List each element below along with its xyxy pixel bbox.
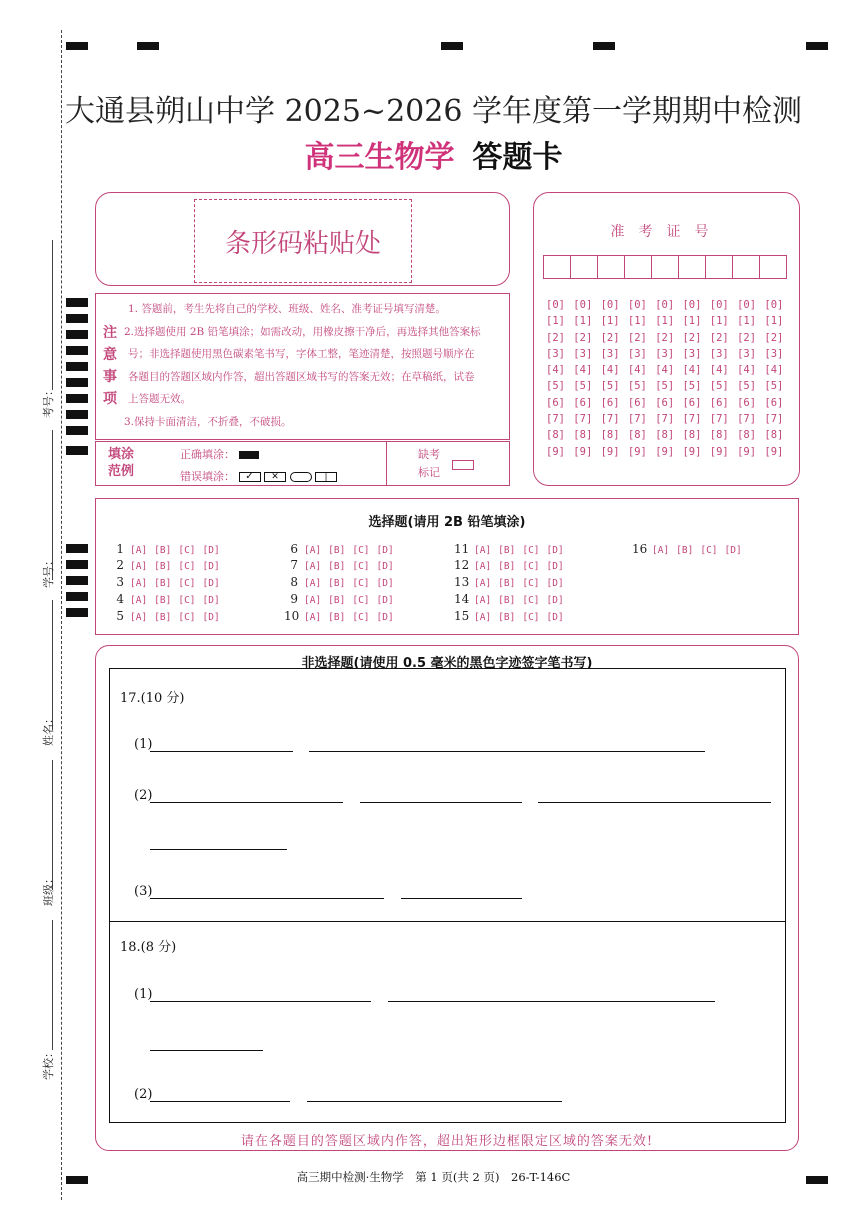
note-line: 上答题无效。: [128, 393, 191, 405]
exam-id-digit-bubble[interactable]: [8]: [682, 429, 702, 442]
mcq-option-bubble[interactable]: [B]: [498, 578, 516, 589]
page-subtitle: [0, 132, 867, 176]
absent-mark-box[interactable]: [452, 460, 474, 470]
exam-id-digit-bubble[interactable]: [5]: [627, 380, 647, 393]
timing-mark: [66, 560, 88, 569]
exam-id-digit-bubble[interactable]: [9]: [737, 445, 757, 458]
mcq-option-bubble[interactable]: [B]: [498, 595, 516, 606]
q18-part2-label: (2): [134, 1087, 153, 1102]
exam-id-digit-bubble[interactable]: [3]: [682, 347, 702, 360]
timing-mark: [66, 576, 88, 585]
notes-box: [95, 293, 510, 440]
fill-example-title: [108, 446, 134, 480]
answer-area-warning: 请在各题目的答题区域内作答，超出矩形边框限定区域的答案无效!: [240, 1134, 654, 1149]
page-footer: 高三期中检测·生物学 第 1 页(共 2 页) 26-T-146C: [296, 1170, 571, 1184]
exam-id-digit-bubble[interactable]: [3]: [573, 347, 593, 360]
exam-id-digit-bubble[interactable]: [1]: [573, 315, 593, 328]
mcq-option-bubble[interactable]: [D]: [202, 612, 220, 623]
exam-id-digit-bubble[interactable]: [9]: [573, 445, 593, 458]
answer-line[interactable]: [150, 1050, 263, 1051]
mcq-option-bubble[interactable]: [D]: [546, 595, 564, 606]
side-label-seat-no: 学号：: [42, 555, 55, 588]
mcq-option-bubble[interactable]: [D]: [376, 561, 394, 572]
mcq-option-bubble[interactable]: [D]: [376, 578, 394, 589]
exam-id-digit-bubble[interactable]: [5]: [682, 380, 702, 393]
mcq-option-bubble[interactable]: [C]: [352, 595, 370, 606]
exam-id-digit-bubble[interactable]: [5]: [709, 380, 729, 393]
answer-line[interactable]: [150, 1001, 371, 1002]
mcq-question-number: 16: [632, 542, 648, 556]
side-label-school: 学校：: [42, 1047, 55, 1080]
timing-mark: [66, 346, 88, 355]
exam-id-digit-bubble[interactable]: [6]: [546, 396, 565, 409]
alignment-mark: [806, 42, 828, 50]
mcq-option-bubble[interactable]: [B]: [154, 545, 172, 556]
exam-id-digit-bubble[interactable]: [6]: [573, 396, 593, 409]
fill-example-title-line: 填涂: [108, 447, 135, 462]
correct-fill-label: 正确填涂：: [180, 448, 235, 461]
mcq-option-bubble[interactable]: [C]: [178, 578, 196, 589]
exam-id-digit-bubble[interactable]: [4]: [764, 364, 784, 377]
wrong-fill-bar-icon: |: [315, 472, 337, 482]
mcq-question-number: 9: [290, 592, 298, 606]
q18-part1-label: (1): [134, 987, 153, 1002]
exam-id-digit-bubble[interactable]: [7]: [573, 413, 593, 426]
mcq-option-bubble[interactable]: [A]: [304, 578, 322, 589]
mcq-option-bubble[interactable]: [A]: [304, 561, 322, 572]
mcq-title: 选择题(请用 2B 铅笔填涂): [368, 515, 526, 530]
mcq-option-bubble[interactable]: [A]: [130, 545, 148, 556]
wrong-fill-label: 错误填涂：: [180, 470, 235, 483]
exam-id-digit-bubble[interactable]: [0]: [546, 299, 565, 311]
exam-id-digit-bubble[interactable]: [9]: [627, 445, 647, 458]
mcq-question-number: 10: [284, 609, 300, 623]
mcq-question-number: 7: [290, 558, 298, 572]
alignment-mark: [66, 42, 88, 50]
exam-id-digit-bubble[interactable]: [1]: [764, 315, 784, 328]
exam-id-digit-bubble[interactable]: [6]: [709, 396, 729, 409]
side-label-class: 班级：: [42, 873, 55, 906]
q17-part2-label: (2): [134, 788, 153, 803]
note-line: 2.选择题使用 2B 铅笔填涂；如需改动，用橡皮擦干净后，再选择其他答案标: [124, 325, 481, 338]
exam-id-digit-bubble[interactable]: [3]: [600, 347, 620, 360]
fill-example-separator: [386, 442, 387, 485]
mcq-question: [110, 558, 227, 572]
exam-id-title: 准考证号: [610, 224, 723, 240]
exam-id-digit-bubble[interactable]: [6]: [737, 396, 757, 409]
mcq-option-bubble[interactable]: [C]: [352, 612, 370, 623]
exam-id-digit-bubble[interactable]: [2]: [573, 331, 593, 344]
mcq-question: [110, 609, 227, 623]
answer-line[interactable]: [150, 898, 384, 899]
mcq-question: [110, 592, 227, 606]
exam-id-digit-bubble[interactable]: [4]: [600, 364, 620, 377]
mcq-question: [284, 558, 401, 572]
q18-answer-box[interactable]: [109, 920, 786, 1123]
exam-id-cell[interactable]: [570, 255, 598, 279]
exam-id-digit-bubble[interactable]: [4]: [573, 364, 593, 377]
alignment-mark: [593, 42, 615, 50]
exam-id-cells[interactable]: [543, 255, 786, 279]
mcq-option-bubble[interactable]: [B]: [498, 612, 516, 623]
exam-id-digit-bubble[interactable]: [7]: [682, 413, 702, 426]
mcq-option-bubble[interactable]: [C]: [522, 578, 540, 589]
exam-id-cell[interactable]: [759, 255, 787, 279]
mcq-question-number: 13: [454, 575, 470, 589]
q17-answer-box[interactable]: [109, 668, 786, 922]
exam-id-cell[interactable]: [597, 255, 625, 279]
mcq-question: [284, 592, 401, 606]
side-line: [52, 600, 53, 730]
mcq-question: [454, 609, 571, 623]
mcq-question-number: 8: [290, 575, 298, 589]
mcq-option-bubble[interactable]: [A]: [474, 578, 492, 589]
side-label-exam-no: 考号：: [42, 385, 55, 418]
mcq-option-bubble[interactable]: [C]: [352, 578, 370, 589]
answer-line[interactable]: [309, 751, 705, 752]
exam-id-digit-bubble[interactable]: [0]: [627, 299, 647, 311]
cut-line: [61, 30, 62, 1200]
mcq-option-bubble[interactable]: [A]: [652, 545, 670, 556]
mcq-question-number: 1: [116, 542, 124, 556]
mcq-option-bubble[interactable]: [D]: [202, 561, 220, 572]
wrong-fill-check-icon: ✓: [239, 472, 261, 482]
timing-mark: [66, 446, 88, 455]
exam-id-digit-bubble[interactable]: [1]: [600, 315, 620, 328]
exam-id-digit-bubble[interactable]: [7]: [600, 413, 620, 426]
exam-id-digit-bubble[interactable]: [3]: [627, 347, 647, 360]
exam-id-digit-bubble[interactable]: [9]: [655, 445, 675, 458]
exam-id-digit-bubble[interactable]: [6]: [655, 396, 675, 409]
mcq-option-bubble[interactable]: [C]: [352, 561, 370, 572]
exam-id-digit-bubble[interactable]: [8]: [573, 429, 593, 442]
exam-id-digit-bubble[interactable]: [4]: [682, 364, 702, 377]
exam-id-digit-bubble[interactable]: [2]: [627, 331, 647, 344]
exam-id-digit-bubble[interactable]: [6]: [627, 396, 647, 409]
exam-id-digit-bubble[interactable]: [9]: [600, 445, 620, 458]
exam-id-digit-bubble[interactable]: [2]: [600, 331, 620, 344]
mcq-question: [284, 542, 401, 556]
exam-id-digit-bubble[interactable]: [6]: [764, 396, 784, 409]
exam-id-digit-bubble[interactable]: [7]: [627, 413, 647, 426]
mcq-option-bubble[interactable]: [C]: [178, 545, 196, 556]
timing-mark: [66, 378, 88, 387]
timing-mark: [66, 608, 88, 617]
mcq-option-bubble[interactable]: [A]: [304, 545, 322, 556]
correct-fill-row: [180, 446, 259, 462]
timing-mark: [66, 298, 88, 307]
exam-id-cell[interactable]: [705, 255, 733, 279]
mcq-question-number: 2: [116, 558, 124, 572]
notes-label-char: 项: [103, 391, 117, 407]
mcq-question-number: 14: [454, 592, 470, 606]
mcq-option-bubble[interactable]: [D]: [376, 595, 394, 606]
mcq-option-bubble[interactable]: [D]: [724, 545, 742, 556]
mcq-option-bubble[interactable]: [C]: [700, 545, 718, 556]
page-title: 大通县朔山中学 2025~2026 学年度第一学期期中检测: [65, 94, 802, 129]
exam-id-digit-bubble[interactable]: [3]: [764, 347, 784, 360]
mcq-option-bubble[interactable]: [A]: [474, 612, 492, 623]
mcq-option-bubble[interactable]: [C]: [522, 595, 540, 606]
correct-fill-sample: [239, 451, 259, 459]
answer-line[interactable]: [538, 802, 771, 803]
wrong-fill-circle-icon: [290, 472, 312, 482]
timing-mark: [66, 394, 88, 403]
mcq-option-bubble[interactable]: [D]: [376, 545, 394, 556]
q17-part3-label: (3): [134, 884, 153, 899]
exam-id-digit-bubble[interactable]: [5]: [764, 380, 784, 393]
note-line: 号；非选择题使用黑色碳素笔书写，字体工整，笔迹清楚，按照题号顺序在: [128, 348, 475, 360]
non-mcq-title: 非选择题(请使用 0.5 毫米的黑色字迹签字笔书写): [301, 656, 593, 671]
exam-id-digit-bubble[interactable]: [1]: [682, 315, 702, 328]
mcq-option-bubble[interactable]: [B]: [498, 561, 516, 572]
timing-mark: [66, 410, 88, 419]
mcq-question: [110, 575, 227, 589]
fill-example-title-line: 范例: [108, 464, 135, 479]
exam-id-digit-bubble[interactable]: [0]: [737, 299, 757, 311]
exam-id-digit-bubble[interactable]: [5]: [655, 380, 675, 393]
mcq-question-number: 12: [454, 558, 470, 572]
exam-id-digit-bubble[interactable]: [2]: [737, 331, 757, 344]
timing-mark: [66, 330, 88, 339]
exam-id-cell[interactable]: [678, 255, 706, 279]
exam-id-digit-bubble[interactable]: [3]: [546, 347, 565, 360]
mcq-option-bubble[interactable]: [B]: [328, 561, 346, 572]
mcq-question: [454, 575, 571, 589]
note-line: 3.保持卡面清洁，不折叠，不破损。: [124, 415, 292, 428]
mcq-option-bubble[interactable]: [A]: [304, 612, 322, 623]
mcq-option-bubble[interactable]: [B]: [154, 595, 172, 606]
mcq-option-bubble[interactable]: [D]: [546, 561, 564, 572]
mcq-option-bubble[interactable]: [D]: [202, 595, 220, 606]
mcq-question-number: 4: [116, 592, 124, 606]
exam-id-cell[interactable]: [624, 255, 652, 279]
barcode-area: [95, 192, 510, 286]
mcq-option-bubble[interactable]: [B]: [328, 595, 346, 606]
mcq-option-bubble[interactable]: [D]: [202, 545, 220, 556]
exam-id-digit-bubble[interactable]: [1]: [627, 315, 647, 328]
side-label-name: 姓名：: [42, 713, 55, 746]
mcq-question-number: 5: [116, 609, 124, 623]
exam-id-digit-bubble[interactable]: [8]: [764, 429, 784, 442]
exam-id-digit-bubble[interactable]: [4]: [737, 364, 757, 377]
timing-mark: [66, 544, 88, 553]
exam-id-digit-bubble[interactable]: [4]: [627, 364, 647, 377]
q18-title: 18.(8 分): [120, 940, 177, 955]
wrong-fill-cross-icon: ✕: [264, 472, 286, 482]
timing-mark: [66, 426, 88, 435]
side-line: [52, 760, 53, 890]
exam-id-digit-bubble[interactable]: [2]: [682, 331, 702, 344]
exam-id-digit-bubble[interactable]: [8]: [600, 429, 620, 442]
exam-id-digit-bubble[interactable]: [8]: [709, 429, 729, 442]
mcq-option-bubble[interactable]: [B]: [676, 545, 694, 556]
exam-id-digit-bubble[interactable]: [1]: [546, 315, 565, 328]
exam-id-digit-bubble[interactable]: [8]: [737, 429, 757, 442]
mcq-option-bubble[interactable]: [C]: [522, 561, 540, 572]
notes-label-char: 注: [103, 325, 117, 341]
mcq-option-bubble[interactable]: [A]: [130, 612, 148, 623]
mcq-option-bubble[interactable]: [C]: [522, 545, 540, 556]
notes-label-char: 意: [103, 347, 117, 363]
mcq-option-bubble[interactable]: [B]: [154, 612, 172, 623]
mcq-option-bubble[interactable]: [A]: [130, 561, 148, 572]
exam-id-digit-bubble[interactable]: [7]: [709, 413, 729, 426]
mcq-question: [454, 558, 571, 572]
exam-id-digit-bubble[interactable]: [7]: [764, 413, 784, 426]
exam-id-digit-bubble[interactable]: [5]: [546, 380, 565, 393]
exam-id-digit-bubble[interactable]: [7]: [546, 413, 565, 426]
exam-id-digit-bubble[interactable]: [6]: [600, 396, 620, 409]
mcq-option-bubble[interactable]: [B]: [328, 545, 346, 556]
exam-id-digit-bubble[interactable]: [2]: [655, 331, 675, 344]
mcq-option-bubble[interactable]: [D]: [546, 612, 564, 623]
mcq-option-bubble[interactable]: [B]: [154, 578, 172, 589]
timing-mark: [66, 314, 88, 323]
mcq-question-number: 15: [454, 609, 470, 623]
exam-id-digit-bubble[interactable]: [0]: [682, 299, 702, 311]
absent-label: [418, 446, 440, 482]
mcq-option-bubble[interactable]: [D]: [546, 578, 564, 589]
mcq-option-bubble[interactable]: [A]: [304, 595, 322, 606]
exam-id-digit-bubble[interactable]: [9]: [709, 445, 729, 458]
mcq-option-bubble[interactable]: [B]: [328, 612, 346, 623]
exam-id-digit-bubble[interactable]: [0]: [573, 299, 593, 311]
exam-id-digit-bubble[interactable]: [9]: [682, 445, 702, 458]
mcq-question: [110, 542, 227, 556]
barcode-label: 条形码粘贴处: [194, 199, 412, 283]
exam-id-digit-bubble[interactable]: [8]: [655, 429, 675, 442]
mcq-option-bubble[interactable]: [C]: [178, 561, 196, 572]
mcq-option-bubble[interactable]: [C]: [178, 612, 196, 623]
exam-id-digit-bubble[interactable]: [9]: [764, 445, 784, 458]
answer-line[interactable]: [388, 1001, 715, 1002]
exam-id-digit-bubble[interactable]: [0]: [655, 299, 675, 311]
side-line: [52, 240, 53, 390]
exam-id-digit-bubble[interactable]: [7]: [655, 413, 675, 426]
exam-id-digit-bubble[interactable]: [8]: [627, 429, 647, 442]
exam-id-digit-bubble[interactable]: [1]: [737, 315, 757, 328]
mcq-question-number: 3: [116, 575, 124, 589]
mcq-question: [284, 575, 401, 589]
exam-id-digit-bubble[interactable]: [7]: [737, 413, 757, 426]
mcq-option-bubble[interactable]: [A]: [474, 545, 492, 556]
exam-id-panel: [533, 192, 800, 486]
mcq-option-bubble[interactable]: [D]: [546, 545, 564, 556]
card-name: 答题卡: [472, 140, 563, 175]
exam-id-digit-bubble[interactable]: [2]: [764, 331, 784, 344]
mcq-question-number: 11: [454, 542, 470, 556]
mcq-question: [454, 592, 571, 606]
exam-id-digit-bubble[interactable]: [1]: [709, 315, 729, 328]
exam-id-digit-bubble[interactable]: [3]: [737, 347, 757, 360]
exam-id-cell[interactable]: [732, 255, 760, 279]
exam-id-cell[interactable]: [651, 255, 679, 279]
mcq-option-bubble[interactable]: [B]: [154, 561, 172, 572]
absent-label-line: 缺考: [418, 448, 440, 461]
exam-id-digit-bubble[interactable]: [9]: [546, 445, 565, 458]
subject-name: 高三生物学: [304, 140, 455, 175]
exam-id-digit-bubble[interactable]: [4]: [709, 364, 729, 377]
timing-mark: [66, 592, 88, 601]
mcq-option-bubble[interactable]: [C]: [352, 545, 370, 556]
mcq-option-bubble[interactable]: [D]: [202, 578, 220, 589]
exam-id-digit-bubble[interactable]: [6]: [682, 396, 702, 409]
timing-mark: [66, 362, 88, 371]
exam-id-digit-bubble[interactable]: [0]: [600, 299, 620, 311]
answer-line[interactable]: [150, 849, 287, 850]
exam-id-digit-bubble[interactable]: [3]: [709, 347, 729, 360]
side-line: [52, 920, 53, 1050]
mcq-option-bubble[interactable]: [A]: [474, 561, 492, 572]
mcq-question: [632, 542, 749, 556]
answer-line[interactable]: [150, 1101, 290, 1102]
mcq-option-bubble[interactable]: [C]: [178, 595, 196, 606]
mcq-section: [95, 498, 799, 635]
exam-id-digit-bubble[interactable]: [1]: [655, 315, 675, 328]
alignment-mark: [441, 42, 463, 50]
exam-id-digit-bubble[interactable]: [3]: [655, 347, 675, 360]
note-line: 各题目的答题区域内作答，超出答题区域书写的答案无效；在草稿纸，试卷: [128, 370, 475, 383]
exam-id-digit-bubble[interactable]: [8]: [546, 429, 565, 442]
mcq-question: [454, 542, 571, 556]
exam-id-digit-bubble[interactable]: [5]: [737, 380, 757, 393]
mcq-option-bubble[interactable]: [B]: [328, 578, 346, 589]
mcq-option-bubble[interactable]: [C]: [522, 612, 540, 623]
exam-id-digit-bubble[interactable]: [0]: [709, 299, 729, 311]
fill-example-box: [95, 441, 510, 486]
notes-label: [102, 322, 118, 410]
q17-title: 17.(10 分): [120, 691, 185, 706]
mcq-option-bubble[interactable]: [B]: [498, 545, 516, 556]
wrong-fill-row: [180, 468, 337, 484]
answer-line[interactable]: [150, 751, 293, 752]
q17-part1-label: (1): [134, 737, 153, 752]
answer-line[interactable]: [401, 898, 522, 899]
alignment-mark: [137, 42, 159, 50]
exam-id-digit-bubble[interactable]: [2]: [709, 331, 729, 344]
non-mcq-section: [95, 645, 799, 1151]
exam-id-digit-bubble[interactable]: [2]: [546, 331, 565, 344]
notes-text: [124, 298, 505, 433]
exam-id-digit-bubble[interactable]: [5]: [600, 380, 620, 393]
exam-id-cell[interactable]: [543, 255, 571, 279]
note-line: 1. 答题前，考生先将自己的学校、班级、姓名、准考证号填写清楚。: [128, 303, 446, 315]
exam-id-digit-bubble[interactable]: [4]: [655, 364, 675, 377]
exam-id-digit-grid[interactable]: [546, 297, 792, 460]
answer-line[interactable]: [307, 1101, 562, 1102]
answer-line[interactable]: [360, 802, 522, 803]
answer-line[interactable]: [150, 802, 343, 803]
notes-label-char: 事: [103, 369, 117, 385]
mcq-question-number: 6: [290, 542, 298, 556]
absent-label-line: 标记: [418, 466, 440, 479]
mcq-question: [284, 609, 401, 623]
mcq-option-bubble[interactable]: [A]: [130, 595, 148, 606]
exam-id-digit-bubble[interactable]: [0]: [764, 299, 784, 311]
mcq-option-bubble[interactable]: [A]: [130, 578, 148, 589]
mcq-option-bubble[interactable]: [D]: [376, 612, 394, 623]
exam-id-digit-bubble[interactable]: [4]: [546, 364, 565, 377]
exam-id-digit-bubble[interactable]: [5]: [573, 380, 593, 393]
mcq-option-bubble[interactable]: [A]: [474, 595, 492, 606]
